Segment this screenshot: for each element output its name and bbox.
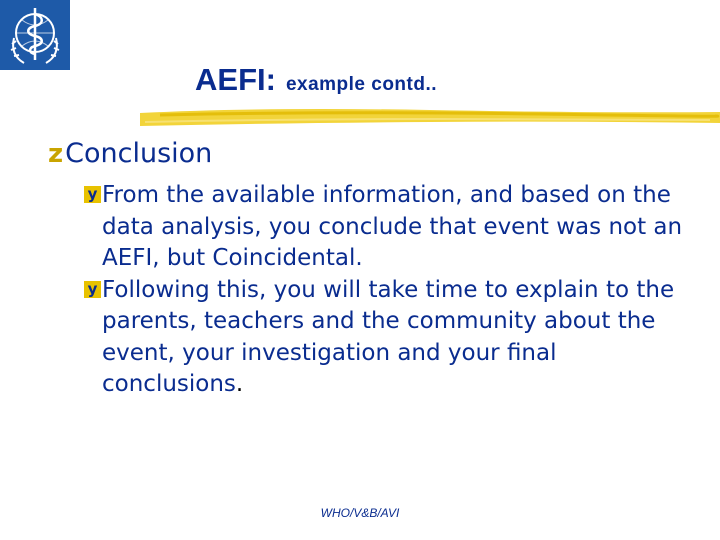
title-subtitle: example contd.. xyxy=(285,74,438,95)
bullet-icon: y xyxy=(84,281,101,298)
list-item-end-mark: . xyxy=(235,371,244,397)
footer-text: WHO/V&B/AVI xyxy=(320,506,400,520)
list-item xyxy=(84,275,704,401)
list-item-text: Following this, you will take time to explain to the parents, teachers and the community about the event, your investigation and your final conclusions xyxy=(102,276,675,397)
heading-bullet-icon: z xyxy=(48,139,64,169)
title-main: AEFI: xyxy=(195,62,276,97)
section-heading xyxy=(48,138,212,169)
heading-text: Conclusion xyxy=(65,138,213,169)
bullet-icon: y xyxy=(84,186,101,203)
who-emblem-icon xyxy=(0,0,70,70)
title-underline-highlight xyxy=(140,101,720,131)
bullet-list xyxy=(84,180,704,401)
list-item xyxy=(84,180,704,275)
list-item-text: From the available information, and based on the data analysis, you conclude that event was not an AEFI, but Coincidental. xyxy=(102,182,683,271)
slide-title xyxy=(195,62,437,98)
